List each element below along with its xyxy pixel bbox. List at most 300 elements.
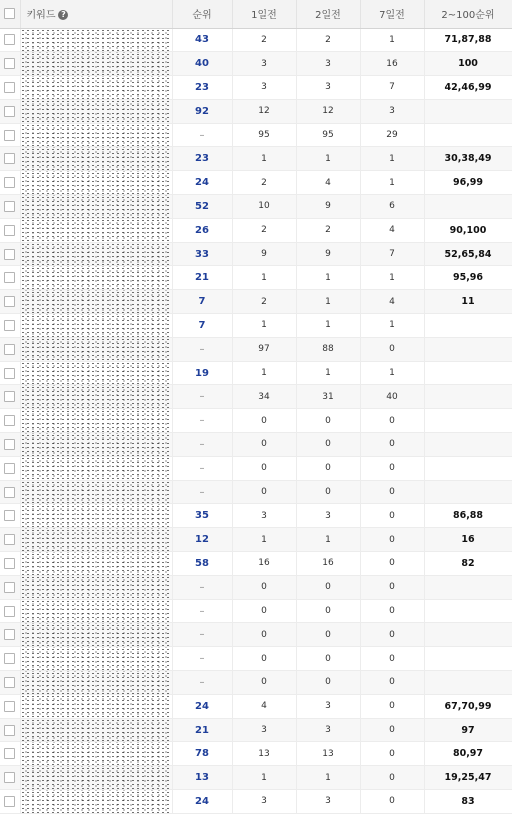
row-checkbox[interactable] <box>4 439 15 450</box>
day1-cell: 97 <box>232 337 296 361</box>
range-ranks-cell <box>424 195 512 219</box>
day1-cell: 3 <box>232 790 296 814</box>
keyword-cell-redacted <box>20 266 172 290</box>
keyword-cell-redacted <box>20 147 172 171</box>
range-ranks-cell <box>424 314 512 338</box>
row-checkbox[interactable] <box>4 487 15 498</box>
keyword-cell-redacted <box>20 504 172 528</box>
row-checkbox-cell[interactable] <box>0 671 20 695</box>
table-body <box>0 28 512 813</box>
day1-cell: 1 <box>232 361 296 385</box>
range-ranks-cell: 19,25,47 <box>424 766 512 790</box>
row-checkbox-cell[interactable] <box>0 147 20 171</box>
day2-cell: 3 <box>296 790 360 814</box>
row-checkbox-cell[interactable] <box>0 385 20 409</box>
row-checkbox-cell[interactable] <box>0 52 20 76</box>
keyword-cell-redacted <box>20 290 172 314</box>
keyword-cell-redacted <box>20 599 172 623</box>
keyword-cell-redacted <box>20 385 172 409</box>
row-checkbox-cell[interactable] <box>0 337 20 361</box>
day1-cell: 0 <box>232 647 296 671</box>
day1-cell: 1 <box>232 266 296 290</box>
row-checkbox[interactable] <box>4 510 15 521</box>
rank-cell: – <box>172 385 232 409</box>
row-checkbox[interactable] <box>4 629 15 640</box>
day7-cell: 0 <box>360 718 424 742</box>
rank-cell: – <box>172 623 232 647</box>
row-checkbox-cell[interactable] <box>0 290 20 314</box>
row-checkbox-cell[interactable] <box>0 742 20 766</box>
table-row[interactable] <box>0 409 512 433</box>
day1-cell: 34 <box>232 385 296 409</box>
day7-cell: 0 <box>360 504 424 528</box>
keyword-cell-redacted <box>20 218 172 242</box>
rank-cell: 19 <box>172 361 232 385</box>
day2-cell: 4 <box>296 171 360 195</box>
table-row[interactable] <box>0 647 512 671</box>
range-ranks-cell: 90,100 <box>424 218 512 242</box>
keyword-header <box>20 0 172 28</box>
table-row[interactable] <box>0 123 512 147</box>
day1-cell: 1 <box>232 528 296 552</box>
day7-cell: 0 <box>360 480 424 504</box>
row-checkbox-cell[interactable] <box>0 99 20 123</box>
keyword-cell-redacted <box>20 694 172 718</box>
day2-cell: 1 <box>296 147 360 171</box>
day2-cell: 0 <box>296 480 360 504</box>
keyword-cell-redacted <box>20 337 172 361</box>
rank-cell: – <box>172 456 232 480</box>
rank-cell: 40 <box>172 52 232 76</box>
day1-cell: 95 <box>232 123 296 147</box>
day7-cell: 0 <box>360 433 424 457</box>
rank-cell: 33 <box>172 242 232 266</box>
row-checkbox[interactable] <box>4 249 15 260</box>
keyword-cell-redacted <box>20 623 172 647</box>
keyword-cell-redacted <box>20 123 172 147</box>
row-checkbox[interactable] <box>4 653 15 664</box>
row-checkbox[interactable] <box>4 463 15 474</box>
day2-cell: 0 <box>296 456 360 480</box>
range-ranks-cell <box>424 337 512 361</box>
rank-cell: 52 <box>172 195 232 219</box>
keyword-cell-redacted <box>20 171 172 195</box>
table-row[interactable] <box>0 337 512 361</box>
row-checkbox[interactable] <box>4 153 15 164</box>
range-ranks-cell <box>424 456 512 480</box>
range-ranks-cell: 82 <box>424 552 512 576</box>
table-row[interactable] <box>0 99 512 123</box>
table-row[interactable] <box>0 671 512 695</box>
day1-cell: 3 <box>232 504 296 528</box>
table-row[interactable] <box>0 766 512 790</box>
rank-cell: 21 <box>172 266 232 290</box>
row-checkbox[interactable] <box>4 534 15 545</box>
keyword-cell-redacted <box>20 671 172 695</box>
day2-cell: 1 <box>296 361 360 385</box>
day2-cell: 0 <box>296 599 360 623</box>
rank-cell: 7 <box>172 314 232 338</box>
day1-cell: 0 <box>232 480 296 504</box>
table-row[interactable] <box>0 385 512 409</box>
day7-cell: 6 <box>360 195 424 219</box>
rank-cell: – <box>172 671 232 695</box>
day7-cell: 29 <box>360 123 424 147</box>
table-row[interactable] <box>0 575 512 599</box>
select-all-header[interactable] <box>0 0 20 28</box>
range-ranks-cell: 100 <box>424 52 512 76</box>
day1-header[interactable]: 1일전 <box>232 0 296 28</box>
row-checkbox-cell[interactable] <box>0 123 20 147</box>
table-row[interactable] <box>0 76 512 100</box>
help-icon[interactable]: ? <box>58 10 68 20</box>
range-ranks-cell <box>424 623 512 647</box>
table-row[interactable] <box>0 456 512 480</box>
day2-cell: 0 <box>296 671 360 695</box>
row-checkbox[interactable] <box>4 34 15 45</box>
row-checkbox-cell[interactable] <box>0 218 20 242</box>
row-checkbox[interactable] <box>4 368 15 379</box>
keyword-cell-redacted <box>20 242 172 266</box>
range-ranks-cell: 86,88 <box>424 504 512 528</box>
day1-cell: 1 <box>232 147 296 171</box>
day2-cell: 9 <box>296 242 360 266</box>
row-checkbox-cell[interactable] <box>0 694 20 718</box>
day1-cell: 2 <box>232 290 296 314</box>
day2-cell: 2 <box>296 28 360 52</box>
day1-cell: 1 <box>232 314 296 338</box>
select-all-checkbox[interactable] <box>4 8 15 19</box>
day7-cell: 0 <box>360 766 424 790</box>
day1-cell: 2 <box>232 171 296 195</box>
day1-cell: 0 <box>232 456 296 480</box>
day2-cell: 1 <box>296 314 360 338</box>
keyword-cell-redacted <box>20 480 172 504</box>
day7-cell: 0 <box>360 694 424 718</box>
range-ranks-cell: 96,99 <box>424 171 512 195</box>
keyword-cell-redacted <box>20 195 172 219</box>
day1-cell: 16 <box>232 552 296 576</box>
rank-cell: 24 <box>172 790 232 814</box>
keyword-cell-redacted <box>20 552 172 576</box>
row-checkbox[interactable] <box>4 130 15 141</box>
table-row[interactable] <box>0 552 512 576</box>
row-checkbox[interactable] <box>4 272 15 283</box>
day2-cell: 12 <box>296 99 360 123</box>
range-ranks-cell <box>424 671 512 695</box>
row-checkbox[interactable] <box>4 558 15 569</box>
rank-cell: 13 <box>172 766 232 790</box>
rank-cell: – <box>172 647 232 671</box>
row-checkbox[interactable] <box>4 701 15 712</box>
day7-cell: 1 <box>360 361 424 385</box>
row-checkbox-cell[interactable] <box>0 504 20 528</box>
rank-cell: – <box>172 433 232 457</box>
row-checkbox-cell[interactable] <box>0 361 20 385</box>
keyword-cell-redacted <box>20 742 172 766</box>
table-row[interactable] <box>0 599 512 623</box>
rank-cell: – <box>172 599 232 623</box>
day1-cell: 0 <box>232 433 296 457</box>
row-checkbox[interactable] <box>4 415 15 426</box>
keyword-cell-redacted <box>20 718 172 742</box>
keyword-cell-redacted <box>20 28 172 52</box>
row-checkbox-cell[interactable] <box>0 409 20 433</box>
day1-cell: 13 <box>232 742 296 766</box>
keyword-cell-redacted <box>20 99 172 123</box>
day7-cell: 16 <box>360 52 424 76</box>
keyword-cell-redacted <box>20 528 172 552</box>
day7-cell: 1 <box>360 266 424 290</box>
day1-cell: 12 <box>232 99 296 123</box>
day7-cell: 1 <box>360 171 424 195</box>
rank-cell: 23 <box>172 76 232 100</box>
row-checkbox[interactable] <box>4 582 15 593</box>
day2-cell: 1 <box>296 290 360 314</box>
day7-cell: 4 <box>360 290 424 314</box>
keyword-cell-redacted <box>20 766 172 790</box>
row-checkbox-cell[interactable] <box>0 623 20 647</box>
rank-cell: 43 <box>172 28 232 52</box>
row-checkbox[interactable] <box>4 82 15 93</box>
day1-cell: 0 <box>232 409 296 433</box>
table-row[interactable] <box>0 504 512 528</box>
rank-cell: – <box>172 337 232 361</box>
table-row[interactable] <box>0 361 512 385</box>
table-row[interactable] <box>0 528 512 552</box>
rank-cell: 23 <box>172 147 232 171</box>
range-ranks-cell: 42,46,99 <box>424 76 512 100</box>
table-row[interactable] <box>0 694 512 718</box>
range-ranks-cell <box>424 647 512 671</box>
row-checkbox[interactable] <box>4 725 15 736</box>
day2-cell: 0 <box>296 575 360 599</box>
range-ranks-cell <box>424 99 512 123</box>
rank-cell: 21 <box>172 718 232 742</box>
day2-cell: 3 <box>296 718 360 742</box>
day1-cell: 10 <box>232 195 296 219</box>
table-row[interactable] <box>0 52 512 76</box>
day1-cell: 3 <box>232 76 296 100</box>
rank-cell: 78 <box>172 742 232 766</box>
table-row[interactable] <box>0 718 512 742</box>
day2-cell: 2 <box>296 218 360 242</box>
day7-cell: 4 <box>360 218 424 242</box>
keyword-cell-redacted <box>20 314 172 338</box>
row-checkbox[interactable] <box>4 320 15 331</box>
day7-cell: 7 <box>360 76 424 100</box>
table-row[interactable] <box>0 242 512 266</box>
table-row[interactable] <box>0 171 512 195</box>
row-checkbox-cell[interactable] <box>0 195 20 219</box>
table-row[interactable] <box>0 266 512 290</box>
day1-cell: 2 <box>232 28 296 52</box>
row-checkbox[interactable] <box>4 296 15 307</box>
keyword-cell-redacted <box>20 433 172 457</box>
row-checkbox-cell[interactable] <box>0 552 20 576</box>
day7-cell: 0 <box>360 790 424 814</box>
row-checkbox-cell[interactable] <box>0 766 20 790</box>
day1-cell: 9 <box>232 242 296 266</box>
rank-cell: 92 <box>172 99 232 123</box>
range-ranks-cell: 83 <box>424 790 512 814</box>
rank-cell: 35 <box>172 504 232 528</box>
day7-cell: 0 <box>360 409 424 433</box>
keyword-cell-redacted <box>20 575 172 599</box>
row-checkbox-cell[interactable] <box>0 528 20 552</box>
day2-cell: 3 <box>296 694 360 718</box>
keyword-header-label: 키워드 <box>26 10 56 22</box>
day7-cell: 0 <box>360 456 424 480</box>
day2-cell: 1 <box>296 528 360 552</box>
range-ranks-cell <box>424 361 512 385</box>
range-ranks-cell <box>424 480 512 504</box>
keyword-cell-redacted <box>20 456 172 480</box>
range-ranks-cell <box>424 385 512 409</box>
range-ranks-cell: 52,65,84 <box>424 242 512 266</box>
table-row[interactable] <box>0 314 512 338</box>
day7-header[interactable]: 7일전 <box>360 0 424 28</box>
row-checkbox[interactable] <box>4 677 15 688</box>
day7-cell: 1 <box>360 28 424 52</box>
table-row[interactable] <box>0 195 512 219</box>
day1-cell: 3 <box>232 52 296 76</box>
row-checkbox-cell[interactable] <box>0 480 20 504</box>
day7-cell: 0 <box>360 671 424 695</box>
keyword-cell-redacted <box>20 361 172 385</box>
keyword-cell-redacted <box>20 409 172 433</box>
rank-cell: 24 <box>172 171 232 195</box>
day7-cell: 1 <box>360 314 424 338</box>
day2-cell: 0 <box>296 409 360 433</box>
day2-cell: 31 <box>296 385 360 409</box>
range-ranks-cell: 11 <box>424 290 512 314</box>
row-checkbox-cell[interactable] <box>0 718 20 742</box>
row-checkbox[interactable] <box>4 391 15 402</box>
day2-cell: 3 <box>296 52 360 76</box>
row-checkbox[interactable] <box>4 58 15 69</box>
keyword-cell-redacted <box>20 647 172 671</box>
day1-cell: 0 <box>232 623 296 647</box>
table-row[interactable] <box>0 480 512 504</box>
row-checkbox[interactable] <box>4 201 15 212</box>
row-checkbox-cell[interactable] <box>0 433 20 457</box>
row-checkbox-cell[interactable] <box>0 314 20 338</box>
day2-cell: 0 <box>296 623 360 647</box>
rank-cell: – <box>172 409 232 433</box>
table-row[interactable] <box>0 290 512 314</box>
range-ranks-cell: 97 <box>424 718 512 742</box>
rank-cell: 7 <box>172 290 232 314</box>
row-checkbox[interactable] <box>4 796 15 807</box>
table-row[interactable] <box>0 147 512 171</box>
row-checkbox-cell[interactable] <box>0 28 20 52</box>
rank-cell: – <box>172 575 232 599</box>
day2-cell: 9 <box>296 195 360 219</box>
day1-cell: 4 <box>232 694 296 718</box>
row-checkbox-cell[interactable] <box>0 647 20 671</box>
range-ranks-cell <box>424 409 512 433</box>
day7-cell: 0 <box>360 575 424 599</box>
table-row[interactable] <box>0 623 512 647</box>
rank-cell: 58 <box>172 552 232 576</box>
rank-cell: 24 <box>172 694 232 718</box>
day1-cell: 3 <box>232 718 296 742</box>
day2-cell: 88 <box>296 337 360 361</box>
range-ranks-cell <box>424 433 512 457</box>
day1-cell: 0 <box>232 671 296 695</box>
range-ranks-cell <box>424 599 512 623</box>
table-row[interactable] <box>0 433 512 457</box>
day7-cell: 0 <box>360 337 424 361</box>
range-ranks-cell <box>424 575 512 599</box>
range-ranks-cell: 95,96 <box>424 266 512 290</box>
rank-cell: – <box>172 480 232 504</box>
day2-cell: 0 <box>296 433 360 457</box>
keyword-cell-redacted <box>20 76 172 100</box>
row-checkbox-cell[interactable] <box>0 171 20 195</box>
range-ranks-cell: 80,97 <box>424 742 512 766</box>
day2-cell: 0 <box>296 647 360 671</box>
table-row[interactable] <box>0 742 512 766</box>
rank-cell: – <box>172 123 232 147</box>
day7-cell: 40 <box>360 385 424 409</box>
row-checkbox-cell[interactable] <box>0 266 20 290</box>
rank-cell: 26 <box>172 218 232 242</box>
row-checkbox-cell[interactable] <box>0 242 20 266</box>
row-checkbox[interactable] <box>4 106 15 117</box>
day2-header[interactable]: 2일전 <box>296 0 360 28</box>
day2-cell: 1 <box>296 266 360 290</box>
day7-cell: 0 <box>360 623 424 647</box>
day2-cell: 13 <box>296 742 360 766</box>
rank-header[interactable]: 순위 <box>172 0 232 28</box>
table-row[interactable] <box>0 28 512 52</box>
day1-cell: 2 <box>232 218 296 242</box>
table-header <box>0 0 512 28</box>
row-checkbox-cell[interactable] <box>0 76 20 100</box>
day2-cell: 16 <box>296 552 360 576</box>
range-ranks-cell: 67,70,99 <box>424 694 512 718</box>
range-header[interactable]: 2~100순위 <box>424 0 512 28</box>
keyword-cell-redacted <box>20 52 172 76</box>
day7-cell: 1 <box>360 147 424 171</box>
day7-cell: 3 <box>360 99 424 123</box>
row-checkbox[interactable] <box>4 748 15 759</box>
row-checkbox[interactable] <box>4 772 15 783</box>
row-checkbox[interactable] <box>4 606 15 617</box>
range-ranks-cell: 71,87,88 <box>424 28 512 52</box>
day7-cell: 0 <box>360 742 424 766</box>
row-checkbox[interactable] <box>4 344 15 355</box>
day7-cell: 0 <box>360 528 424 552</box>
row-checkbox-cell[interactable] <box>0 599 20 623</box>
day2-cell: 95 <box>296 123 360 147</box>
rank-cell: 12 <box>172 528 232 552</box>
row-checkbox-cell[interactable] <box>0 456 20 480</box>
range-ranks-cell <box>424 123 512 147</box>
day7-cell: 0 <box>360 647 424 671</box>
table-row[interactable] <box>0 218 512 242</box>
day2-cell: 3 <box>296 76 360 100</box>
row-checkbox[interactable] <box>4 225 15 236</box>
row-checkbox-cell[interactable] <box>0 575 20 599</box>
range-ranks-cell: 16 <box>424 528 512 552</box>
day2-cell: 3 <box>296 504 360 528</box>
day1-cell: 0 <box>232 599 296 623</box>
day2-cell: 1 <box>296 766 360 790</box>
row-checkbox[interactable] <box>4 177 15 188</box>
